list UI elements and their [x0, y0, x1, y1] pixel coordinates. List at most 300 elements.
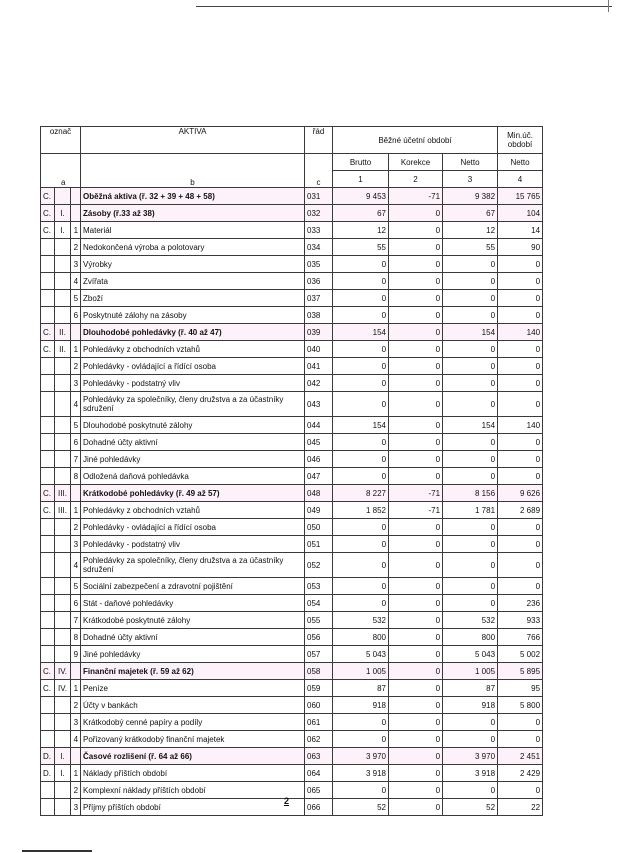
row-label: Sociální zabezpečení a zdravotní pojištění [81, 578, 305, 595]
cell-brutto: 0 [333, 519, 389, 536]
table-row [41, 358, 543, 375]
cell-korekce: 0 [389, 324, 443, 341]
row-code-item: 1 [71, 765, 81, 782]
cell-korekce: -71 [389, 485, 443, 502]
row-code-group: I. [55, 765, 71, 782]
table-row [41, 375, 543, 392]
table-row [41, 553, 543, 578]
row-label: Komplexní náklady příštích období [81, 782, 305, 799]
row-label: Dohadné účty aktivní [81, 629, 305, 646]
row-code-item [71, 485, 81, 502]
table-row [41, 290, 543, 307]
row-number: 051 [305, 536, 333, 553]
cell-brutto: 0 [333, 307, 389, 324]
row-label: Pořizovaný krátkodobý finanční majetek [81, 731, 305, 748]
table-row [41, 714, 543, 731]
row-number: 035 [305, 256, 333, 273]
cell-netto: 918 [443, 697, 498, 714]
header-netto-min: Netto [498, 154, 543, 171]
row-code-item: 3 [71, 799, 81, 816]
row-label: Oběžná aktiva (ř. 32 + 39 + 48 + 58) [81, 188, 305, 205]
row-code-section [41, 417, 55, 434]
cell-korekce: 0 [389, 612, 443, 629]
row-code-item: 3 [71, 714, 81, 731]
row-code-group: I. [55, 205, 71, 222]
cell-korekce: 0 [389, 358, 443, 375]
row-code-section [41, 358, 55, 375]
cell-netto: 12 [443, 222, 498, 239]
cell-korekce: 0 [389, 782, 443, 799]
row-code-item: 5 [71, 290, 81, 307]
cell-netto: 0 [443, 536, 498, 553]
cell-brutto: 1 852 [333, 502, 389, 519]
table-row [41, 256, 543, 273]
row-label: Dlouhodobé poskytnuté zálohy [81, 417, 305, 434]
cell-korekce: 0 [389, 375, 443, 392]
margin-mark [608, 0, 609, 12]
row-label: Zboží [81, 290, 305, 307]
row-code-group [55, 188, 71, 205]
cell-korekce: 0 [389, 341, 443, 358]
row-code-item: 3 [71, 536, 81, 553]
cell-korekce: 0 [389, 748, 443, 765]
row-code-group [55, 239, 71, 256]
cell-netto: 5 043 [443, 646, 498, 663]
row-number: 055 [305, 612, 333, 629]
row-code-item [71, 188, 81, 205]
cell-brutto: 0 [333, 256, 389, 273]
cell-netto-prior: 0 [498, 782, 543, 799]
header-col-c: c [305, 154, 333, 188]
cell-korekce: 0 [389, 799, 443, 816]
row-number: 043 [305, 392, 333, 417]
row-code-section [41, 553, 55, 578]
cell-netto: 0 [443, 358, 498, 375]
row-code-section [41, 697, 55, 714]
cell-netto: 0 [443, 392, 498, 417]
row-number: 057 [305, 646, 333, 663]
row-code-group [55, 375, 71, 392]
cell-netto-prior: 2 451 [498, 748, 543, 765]
row-code-item: 1 [71, 680, 81, 697]
row-code-section [41, 273, 55, 290]
cell-netto: 9 382 [443, 188, 498, 205]
cell-netto: 0 [443, 714, 498, 731]
cell-korekce: 0 [389, 417, 443, 434]
table-row [41, 765, 543, 782]
cell-netto: 0 [443, 256, 498, 273]
row-code-item [71, 205, 81, 222]
row-code-group: I. [55, 222, 71, 239]
row-code-section [41, 595, 55, 612]
row-code-item: 2 [71, 239, 81, 256]
cell-netto: 0 [443, 731, 498, 748]
row-number: 038 [305, 307, 333, 324]
cell-netto-prior: 0 [498, 519, 543, 536]
row-code-group [55, 612, 71, 629]
cell-brutto: 0 [333, 434, 389, 451]
row-number: 050 [305, 519, 333, 536]
row-code-group: I. [55, 748, 71, 765]
cell-brutto: 0 [333, 782, 389, 799]
cell-korekce: 0 [389, 222, 443, 239]
table-row [41, 799, 543, 816]
table-row [41, 324, 543, 341]
cell-brutto: 800 [333, 629, 389, 646]
cell-brutto: 0 [333, 731, 389, 748]
row-number: 036 [305, 273, 333, 290]
row-code-section [41, 612, 55, 629]
table-row [41, 341, 543, 358]
row-label: Peníze [81, 680, 305, 697]
cell-netto-prior: 0 [498, 714, 543, 731]
header-col-b: b [81, 154, 305, 188]
cell-netto: 0 [443, 553, 498, 578]
row-code-section [41, 519, 55, 536]
table-row [41, 188, 543, 205]
cell-brutto: 0 [333, 714, 389, 731]
row-code-group: IV. [55, 663, 71, 680]
row-number: 032 [305, 205, 333, 222]
row-number: 041 [305, 358, 333, 375]
table-row [41, 595, 543, 612]
row-code-item: 4 [71, 273, 81, 290]
cell-netto-prior: 0 [498, 468, 543, 485]
cell-korekce: 0 [389, 765, 443, 782]
cell-netto: 0 [443, 595, 498, 612]
cell-brutto: 3 970 [333, 748, 389, 765]
row-code-section: C. [41, 502, 55, 519]
row-code-item: 8 [71, 468, 81, 485]
header-oznac: označ [41, 127, 81, 154]
row-code-group [55, 782, 71, 799]
row-code-group: III. [55, 485, 71, 502]
row-label: Náklady příštích období [81, 765, 305, 782]
row-code-group [55, 290, 71, 307]
cell-netto-prior: 0 [498, 434, 543, 451]
row-number: 031 [305, 188, 333, 205]
cell-netto: 532 [443, 612, 498, 629]
header-rad: řád [305, 127, 333, 154]
cell-netto: 0 [443, 434, 498, 451]
cell-netto-prior: 0 [498, 536, 543, 553]
cell-korekce: 0 [389, 646, 443, 663]
row-code-group [55, 578, 71, 595]
cell-netto-prior: 766 [498, 629, 543, 646]
row-number: 063 [305, 748, 333, 765]
row-code-group [55, 434, 71, 451]
row-label: Finanční majetek (ř. 59 až 62) [81, 663, 305, 680]
cell-netto: 0 [443, 782, 498, 799]
table-row [41, 451, 543, 468]
row-code-group [55, 358, 71, 375]
cell-netto-prior: 22 [498, 799, 543, 816]
row-label: Pohledávky - ovládající a řídící osoba [81, 519, 305, 536]
row-code-item: 4 [71, 553, 81, 578]
row-code-section [41, 714, 55, 731]
row-code-item: 6 [71, 434, 81, 451]
bottom-rule [22, 850, 92, 852]
cell-netto-prior: 104 [498, 205, 543, 222]
row-number: 037 [305, 290, 333, 307]
row-label: Pohledávky - ovládající a řídící osoba [81, 358, 305, 375]
row-code-section [41, 375, 55, 392]
table-row [41, 629, 543, 646]
cell-netto-prior: 2 689 [498, 502, 543, 519]
cell-netto: 800 [443, 629, 498, 646]
cell-netto-prior: 0 [498, 392, 543, 417]
row-code-group: II. [55, 341, 71, 358]
row-code-section [41, 578, 55, 595]
row-label: Účty v bankách [81, 697, 305, 714]
cell-netto: 154 [443, 417, 498, 434]
row-code-section [41, 646, 55, 663]
cell-korekce: 0 [389, 205, 443, 222]
cell-brutto: 0 [333, 341, 389, 358]
cell-korekce: -71 [389, 502, 443, 519]
row-code-group [55, 697, 71, 714]
header-col-1: 1 [333, 171, 389, 188]
table-row [41, 434, 543, 451]
cell-korekce: 0 [389, 536, 443, 553]
row-label: Jiné pohledávky [81, 646, 305, 663]
cell-korekce: 0 [389, 434, 443, 451]
cell-netto-prior: 0 [498, 578, 543, 595]
cell-korekce: 0 [389, 273, 443, 290]
header-netto: Netto [443, 154, 498, 171]
row-code-group [55, 714, 71, 731]
cell-netto: 87 [443, 680, 498, 697]
row-label: Krátkodobé poskytnuté zálohy [81, 612, 305, 629]
cell-brutto: 55 [333, 239, 389, 256]
header-col-a: a [41, 154, 81, 188]
table-body [41, 188, 543, 816]
cell-brutto: 52 [333, 799, 389, 816]
row-label: Pohledávky z obchodních vztahů [81, 341, 305, 358]
cell-netto: 0 [443, 468, 498, 485]
row-number: 048 [305, 485, 333, 502]
table-row [41, 502, 543, 519]
row-number: 061 [305, 714, 333, 731]
row-code-section [41, 434, 55, 451]
cell-netto: 67 [443, 205, 498, 222]
row-number: 033 [305, 222, 333, 239]
row-label: Zásoby (ř.33 až 38) [81, 205, 305, 222]
row-label: Materiál [81, 222, 305, 239]
cell-netto-prior: 5 895 [498, 663, 543, 680]
row-number: 046 [305, 451, 333, 468]
top-rule [196, 6, 612, 7]
row-number: 056 [305, 629, 333, 646]
row-label: Krátkodobý cenné papíry a podíly [81, 714, 305, 731]
cell-brutto: 12 [333, 222, 389, 239]
row-code-section [41, 731, 55, 748]
row-label: Stát - daňové pohledávky [81, 595, 305, 612]
cell-netto-prior: 15 765 [498, 188, 543, 205]
row-label: Příjmy příštích období [81, 799, 305, 816]
row-number: 060 [305, 697, 333, 714]
cell-netto-prior: 0 [498, 451, 543, 468]
balance-sheet-table [40, 126, 543, 816]
cell-netto-prior: 236 [498, 595, 543, 612]
row-label: Dlouhodobé pohledávky (ř. 40 až 47) [81, 324, 305, 341]
table-row [41, 612, 543, 629]
cell-korekce: 0 [389, 714, 443, 731]
row-code-section: C. [41, 205, 55, 222]
cell-korekce: 0 [389, 629, 443, 646]
header-col-4: 4 [498, 171, 543, 188]
row-code-group: III. [55, 502, 71, 519]
cell-netto: 0 [443, 341, 498, 358]
row-code-item: 4 [71, 392, 81, 417]
row-code-item: 2 [71, 358, 81, 375]
row-code-group [55, 307, 71, 324]
cell-brutto: 154 [333, 417, 389, 434]
cell-brutto: 0 [333, 358, 389, 375]
row-label: Dohadné účty aktivní [81, 434, 305, 451]
row-code-section [41, 536, 55, 553]
row-code-group [55, 392, 71, 417]
row-code-group [55, 536, 71, 553]
row-code-section [41, 468, 55, 485]
row-code-group: IV. [55, 680, 71, 697]
row-number: 054 [305, 595, 333, 612]
row-code-section: D. [41, 748, 55, 765]
cell-netto-prior: 0 [498, 273, 543, 290]
cell-brutto: 0 [333, 451, 389, 468]
table-row [41, 646, 543, 663]
cell-brutto: 918 [333, 697, 389, 714]
cell-korekce: 0 [389, 663, 443, 680]
table-row [41, 468, 543, 485]
row-label: Pohledávky - podstatný vliv [81, 536, 305, 553]
row-code-item: 7 [71, 612, 81, 629]
cell-korekce: 0 [389, 578, 443, 595]
cell-brutto: 154 [333, 324, 389, 341]
row-code-section: C. [41, 485, 55, 502]
cell-netto-prior: 0 [498, 341, 543, 358]
row-number: 053 [305, 578, 333, 595]
row-code-section [41, 799, 55, 816]
row-number: 062 [305, 731, 333, 748]
row-code-section [41, 307, 55, 324]
cell-korekce: 0 [389, 553, 443, 578]
row-code-group [55, 731, 71, 748]
cell-netto: 3 970 [443, 748, 498, 765]
table-row [41, 731, 543, 748]
cell-korekce: 0 [389, 595, 443, 612]
cell-netto: 0 [443, 273, 498, 290]
cell-brutto: 0 [333, 375, 389, 392]
header-col-2: 2 [389, 171, 443, 188]
cell-netto: 0 [443, 375, 498, 392]
cell-korekce: 0 [389, 451, 443, 468]
row-label: Pohledávky za společníky, členy družstva a za účastníky sdružení [81, 392, 305, 417]
row-label: Nedokončená výroba a polotovary [81, 239, 305, 256]
cell-brutto: 0 [333, 553, 389, 578]
row-label: Jiné pohledávky [81, 451, 305, 468]
cell-netto-prior: 5 800 [498, 697, 543, 714]
cell-netto-prior: 140 [498, 417, 543, 434]
cell-netto: 1 781 [443, 502, 498, 519]
table-row [41, 663, 543, 680]
row-label: Zvířata [81, 273, 305, 290]
table-row [41, 782, 543, 799]
table-row [41, 536, 543, 553]
cell-korekce: 0 [389, 519, 443, 536]
row-code-group [55, 553, 71, 578]
table-row [41, 205, 543, 222]
row-code-section: C. [41, 324, 55, 341]
cell-korekce: 0 [389, 290, 443, 307]
header-col-3: 3 [443, 171, 498, 188]
row-number: 049 [305, 502, 333, 519]
cell-netto-prior: 9 626 [498, 485, 543, 502]
row-code-section [41, 392, 55, 417]
row-code-item: 3 [71, 375, 81, 392]
cell-netto-prior: 933 [498, 612, 543, 629]
row-label: Pohledávky z obchodních vztahů [81, 502, 305, 519]
cell-brutto: 0 [333, 273, 389, 290]
table-row [41, 307, 543, 324]
row-label: Pohledávky za společníky, členy družstva a za účastníky sdružení [81, 553, 305, 578]
row-code-item: 5 [71, 578, 81, 595]
row-number: 045 [305, 434, 333, 451]
cell-brutto: 67 [333, 205, 389, 222]
row-number: 058 [305, 663, 333, 680]
cell-netto: 0 [443, 519, 498, 536]
table-row [41, 222, 543, 239]
cell-brutto: 5 043 [333, 646, 389, 663]
row-code-group [55, 256, 71, 273]
cell-netto-prior: 140 [498, 324, 543, 341]
row-code-item: 2 [71, 697, 81, 714]
table-row [41, 697, 543, 714]
cell-netto-prior: 95 [498, 680, 543, 697]
row-code-item: 1 [71, 222, 81, 239]
row-number: 042 [305, 375, 333, 392]
cell-korekce: 0 [389, 256, 443, 273]
cell-korekce: 0 [389, 307, 443, 324]
row-number: 034 [305, 239, 333, 256]
row-code-group [55, 468, 71, 485]
cell-netto: 8 156 [443, 485, 498, 502]
row-code-item: 2 [71, 782, 81, 799]
row-code-section [41, 256, 55, 273]
row-code-item: 1 [71, 502, 81, 519]
cell-brutto: 8 227 [333, 485, 389, 502]
row-code-group [55, 417, 71, 434]
row-code-section: C. [41, 680, 55, 697]
header-min: Min.úč. období [498, 127, 543, 154]
row-code-section: C. [41, 188, 55, 205]
row-code-group [55, 273, 71, 290]
table-row [41, 519, 543, 536]
row-code-item [71, 324, 81, 341]
row-label: Poskytnuté zálohy na zásoby [81, 307, 305, 324]
cell-korekce: 0 [389, 468, 443, 485]
row-code-item: 2 [71, 519, 81, 536]
header-korekce: Korekce [389, 154, 443, 171]
cell-netto: 52 [443, 799, 498, 816]
cell-korekce: 0 [389, 680, 443, 697]
cell-netto-prior: 5 002 [498, 646, 543, 663]
row-code-item: 4 [71, 731, 81, 748]
cell-netto: 1 005 [443, 663, 498, 680]
cell-korekce: 0 [389, 239, 443, 256]
row-number: 047 [305, 468, 333, 485]
row-code-item: 6 [71, 595, 81, 612]
